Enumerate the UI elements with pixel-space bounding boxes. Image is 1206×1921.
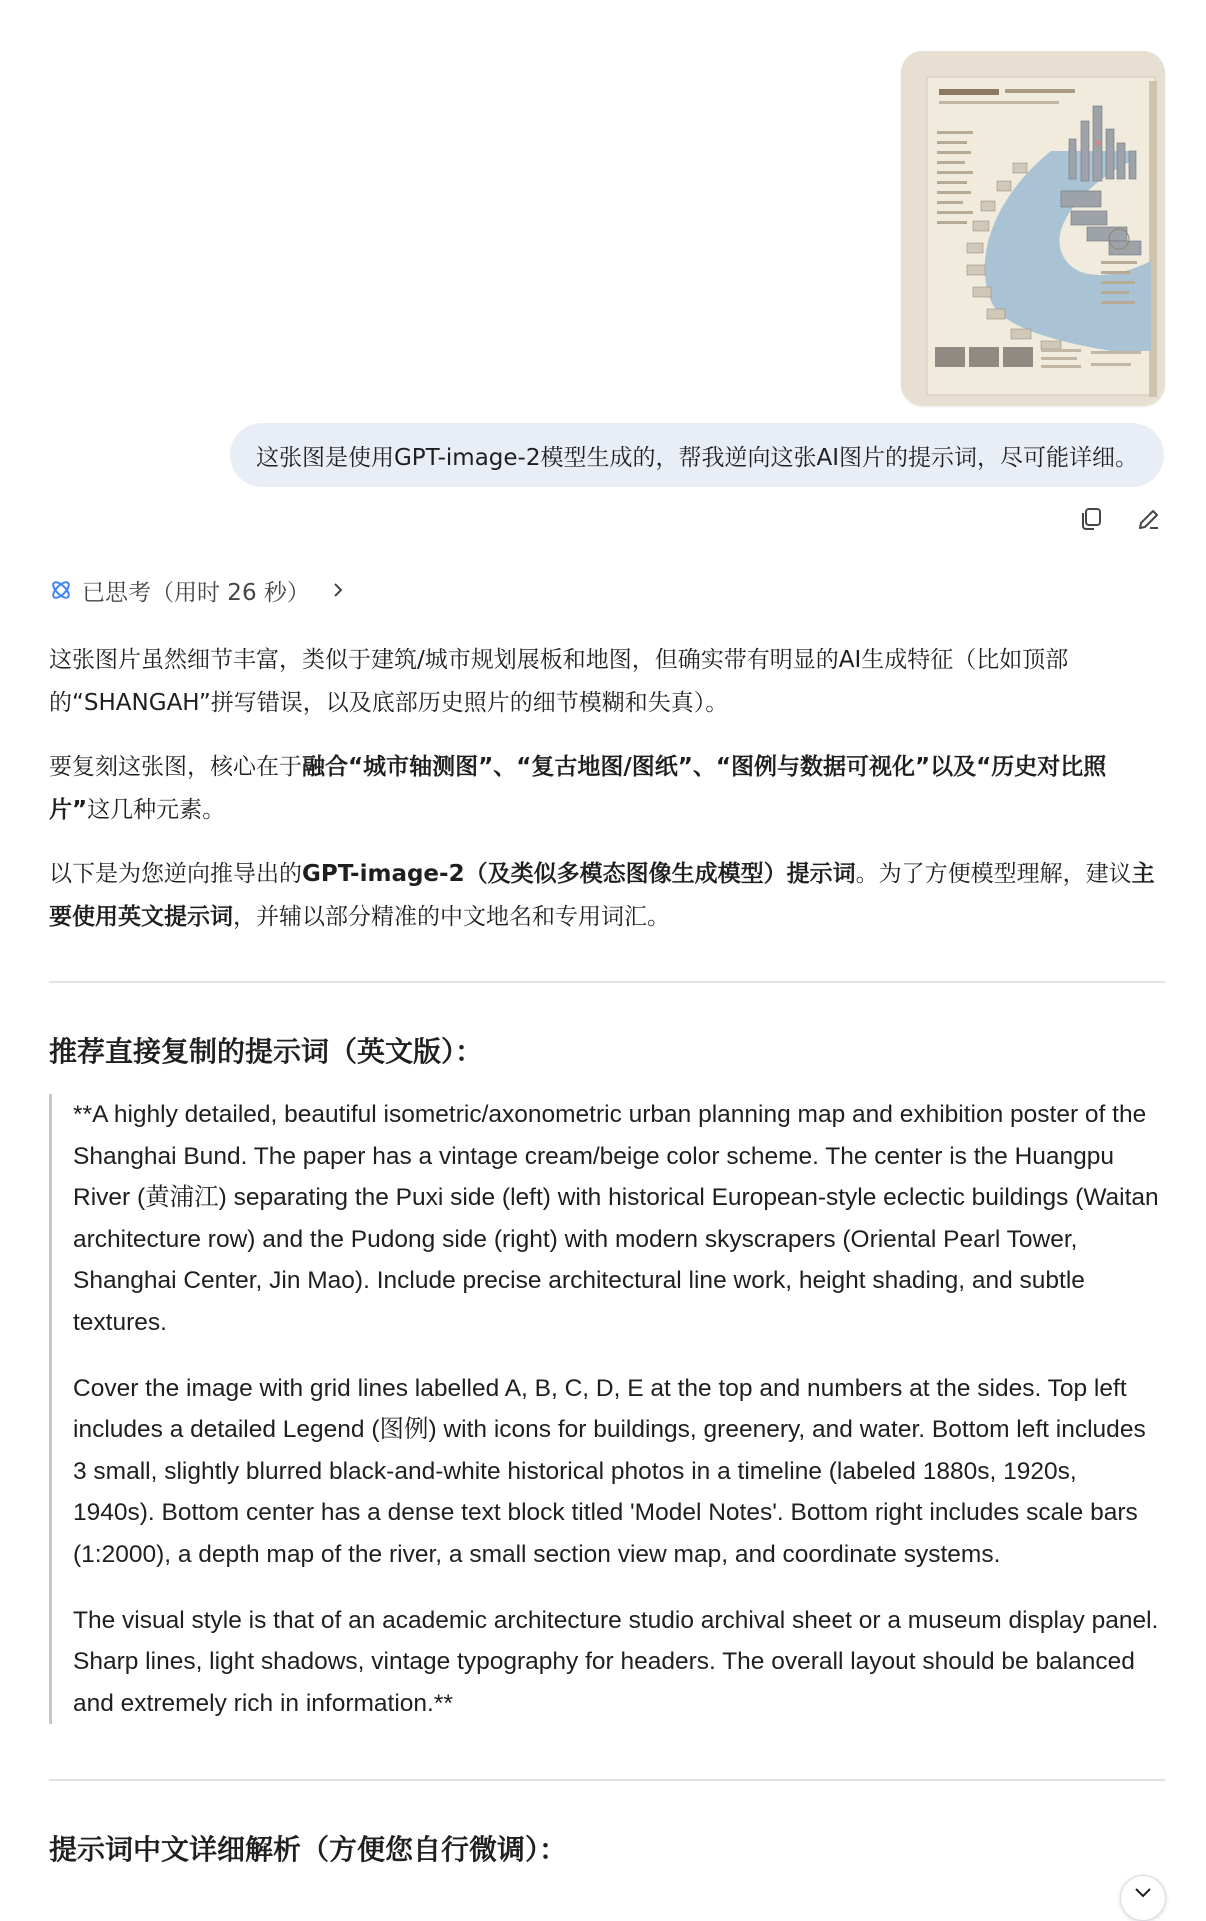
thinking-toggle[interactable] [48,572,346,608]
prompt-blockquote [49,1094,1165,1724]
shanghai-map-poster-picture [901,51,1165,406]
edit-message-button[interactable] [1132,502,1166,536]
copy-icon [1078,506,1104,532]
chevron-down-icon [1133,1886,1153,1900]
response-paragraph-2: 要复刻这张图，核心在于融合“城市轴测图”、“复古地图/图纸”、“图例与数据可视化”以及“历史对比照片”这几种元素。 [49,754,1107,823]
heading-chinese-analysis: 提示词中文详细解析（方便您自行微调）： [49,1833,568,1866]
user-message-actions [1074,502,1166,536]
thinking-spark-icon [48,577,74,603]
edit-pencil-icon [1136,506,1162,532]
divider [49,1779,1165,1781]
divider [49,981,1165,983]
user-message-bubble [230,423,1164,487]
response-paragraph-1: 这张图片虽然细节丰富，类似于建筑/城市规划展板和地图，但确实带有明显的AI生成特征（比如顶部的“SHANGAH”拼写错误，以及底部历史照片的细节模糊和失真）。 [49,647,1069,716]
chevron-right-icon [330,582,346,598]
prompt-paragraph-1: **A highly detailed, beautiful isometric/axonometric urban planning map and exhibition poster of the Shanghai Bund. The paper has a vintage cream/beige color scheme. The center is the Huangpu River (黄浦江) separating the Puxi side (left) with historical European-style eclectic buildings (Waitan architecture row) and the Pudong side (right) with modern skyscrapers (Oriental Pearl Tower, Shanghai Center, Jin Mao). Include precise architectural line work, height shading, and subtle textures. [73,1101,1159,1336]
copy-message-button[interactable] [1074,502,1108,536]
user-message-text: 这张图是使用GPT-image-2模型生成的，帮我逆向这张AI图片的提示词，尽可能详细。 [255,444,1138,471]
prompt-paragraph-3: The visual style is that of an academic architecture studio archival sheet or a museum display panel. Sharp lines, light shadows, vintage typography for headers. The overall layout should be balanced and extremely rich in information.** [73,1606,1159,1717]
prompt-paragraph-2: Cover the image with grid lines labelled A, B, C, D, E at the top and numbers at the sides. Top left includes a detailed Legend (图例) with icons for buildings, greenery, and water. Bottom left includes 3 small, slightly blurred black-and-white historical photos in a timeline (labeled 1880s, 1920s, 1940s). Bottom center has a dense text block titled 'Model Notes'. Bottom right includes scale bars (1:2000), a depth map of the river, a small section view map, and coordinate systems. [73,1374,1146,1568]
scroll-to-bottom-button[interactable] [1120,1875,1166,1921]
response-paragraph-3: 以下是为您逆向推导出的GPT-image-2（及类似多模态图像生成模型）提示词。为了方便模型理解，建议主要使用英文提示词，并辅以部分精准的中文地名和专用词汇。 [49,861,1155,930]
thinking-label: 已思考（用时 26 秒） [82,579,310,606]
uploaded-image-thumbnail[interactable] [901,51,1165,406]
heading-english-prompt: 推荐直接复制的提示词（英文版）： [49,1035,484,1068]
